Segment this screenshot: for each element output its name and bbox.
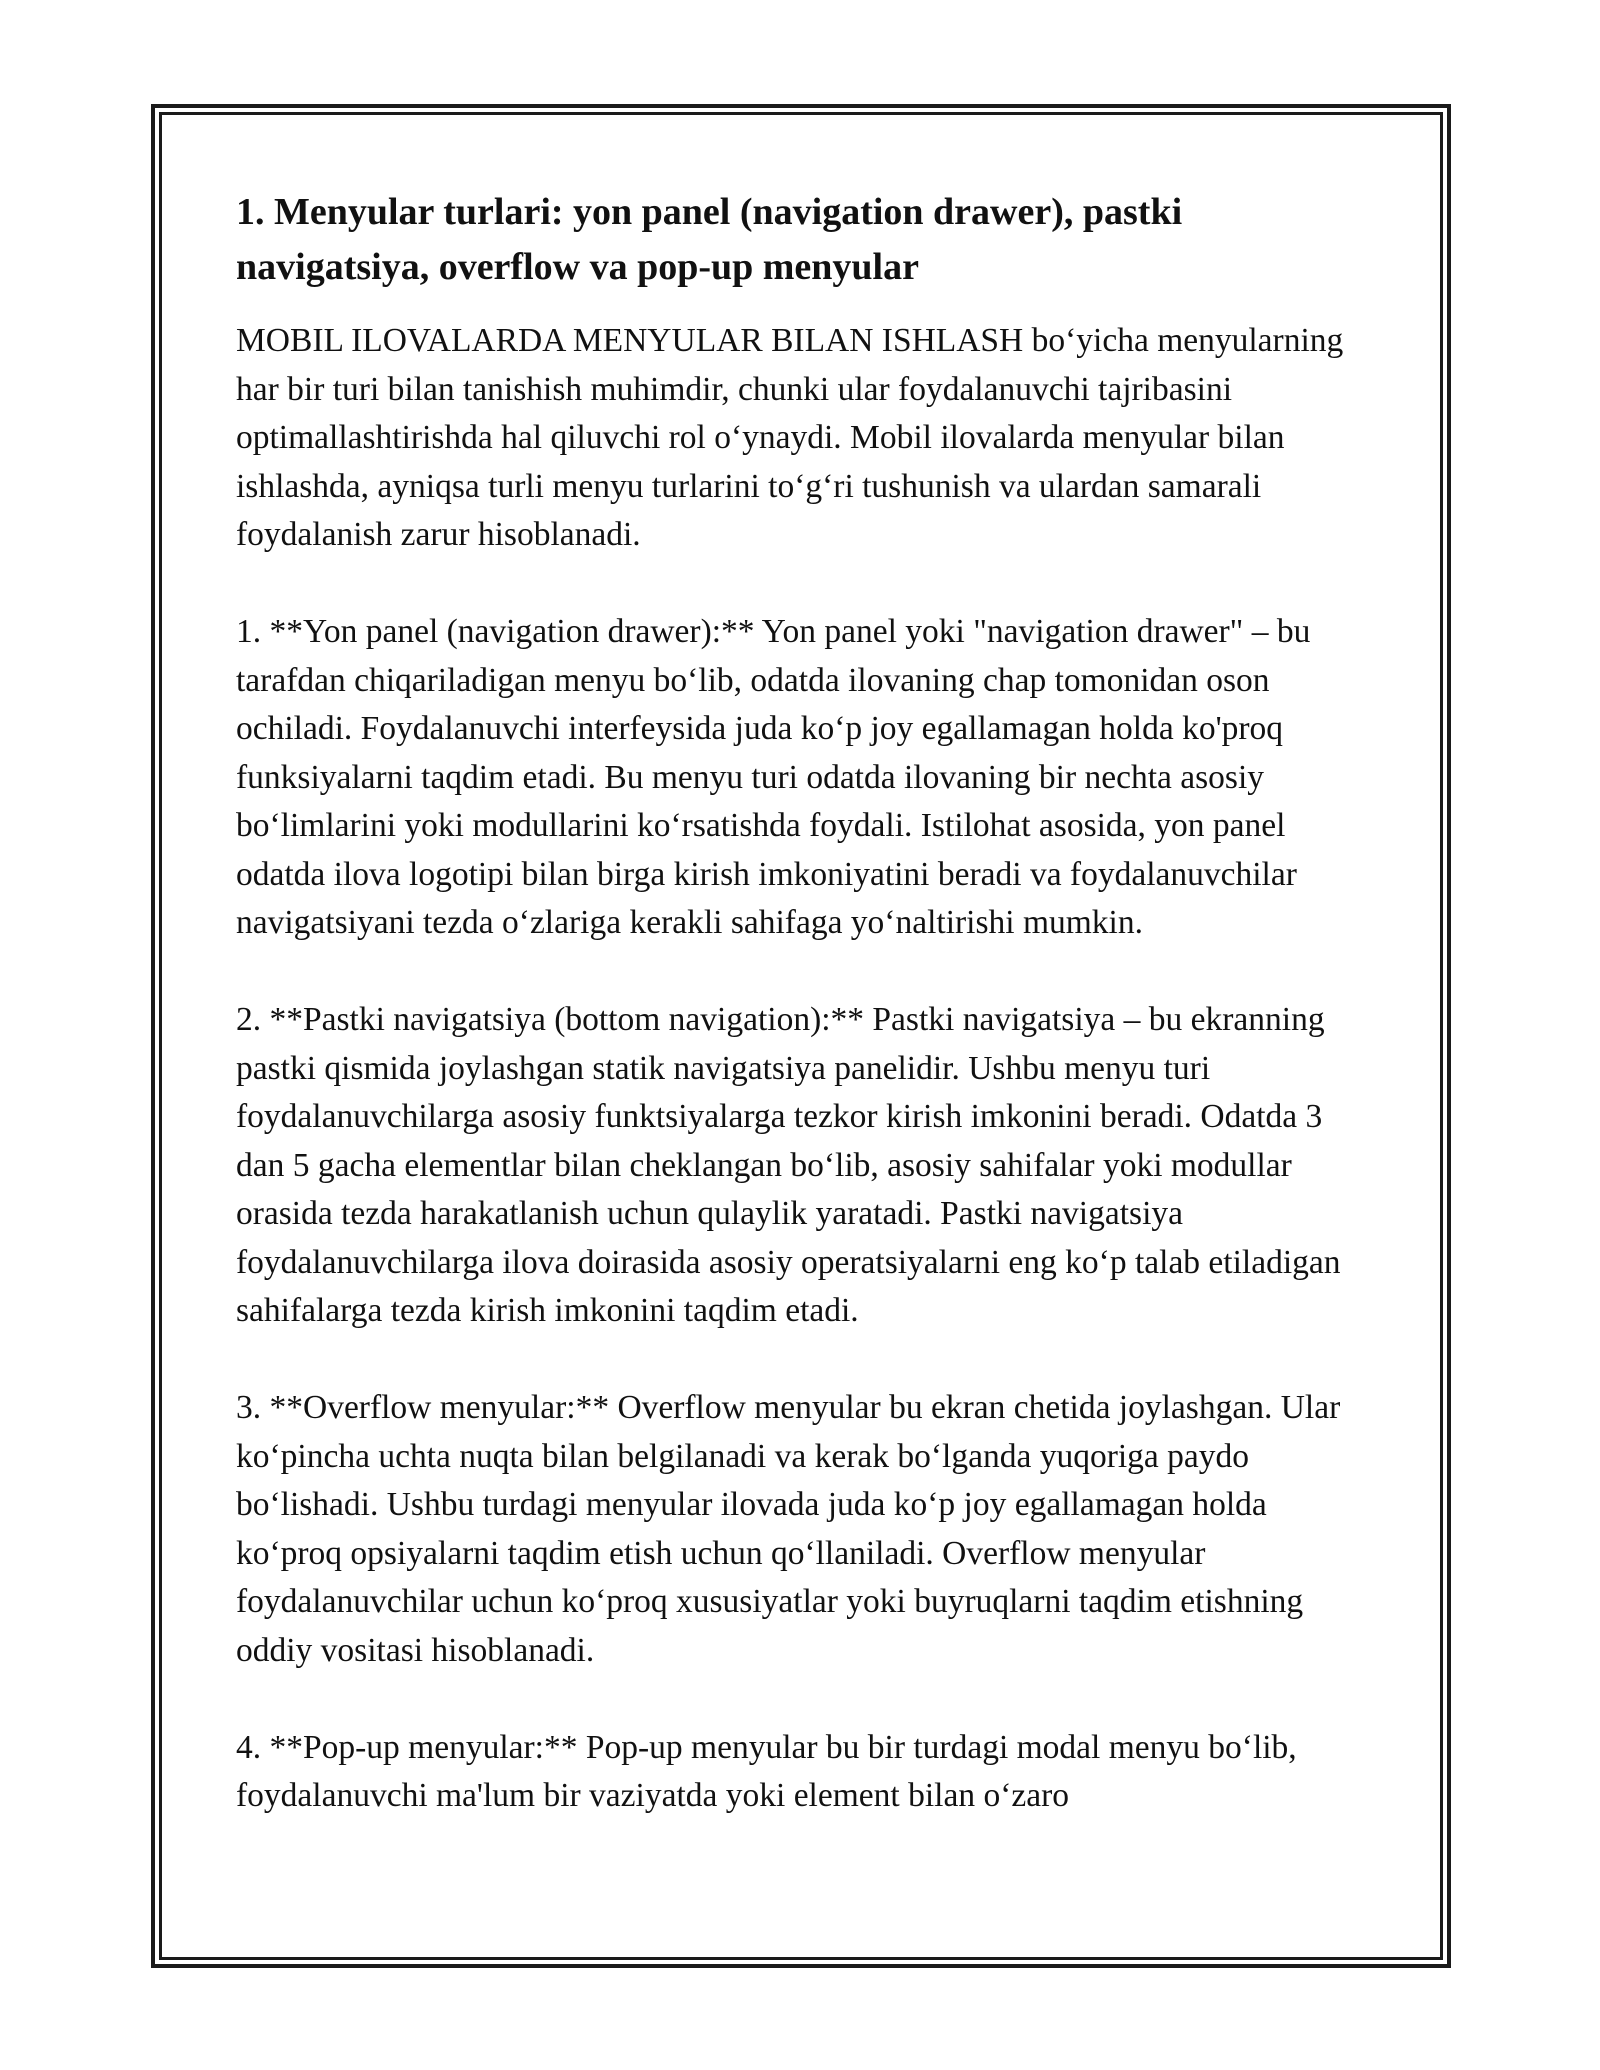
section-heading: 1. Menyular turlari: yon panel (navigation drawer), pastki navigatsiya, overflow va pop-up menyular (236, 191, 1183, 288)
document-body (236, 185, 1366, 1821)
paragraph-navigation-drawer: 1. **Yon panel (navigation drawer):** Yon panel yoki "navigation drawer" – bu tarafdan chiqariladigan menyu bo‘lib, odatda ilovaning chap tomonidan oson ochiladi. Foydalanuvchi interfeysida juda ko‘p joy egallamagan holda ko'proq funksiyalarni taqdim etadi. Bu menyu turi odatda ilovaning bir nechta asosiy bo‘limlarini yoki modullarini ko‘rsatishda foydali. Istilohat asosida, yon panel odatda ilova logotipi bilan birga kirish imkoniyatini beradi va foydalanuvchilar navigatsiyani tezda o‘zlariga kerakli sahifaga yo‘naltirishi mumkin. (236, 613, 1311, 941)
paragraph-popup-menus: 4. **Pop-up menyular:** Pop-up menyular bu bir turdagi modal menyu bo‘lib, foydalanuvchi ma'lum bir vaziyatda yoki element bilan o‘zaro (236, 1728, 1297, 1814)
paragraph-overflow-menus: 3. **Overflow menyular:** Overflow menyular bu ekran chetida joylashgan. Ular ko‘pincha uchta nuqta bilan belgilanadi va kerak bo‘lganda yuqoriga paydo bo‘lishadi. Ushbu turdagi menyular ilovada juda ko‘p joy egallamagan holda ko‘proq opsiyalarni taqdim etish uchun qo‘llaniladi. Overflow menyular foydalanuvchilar uchun ko‘proq xususiyatlar yoki buyruqlarni taqdim etishning oddiy vositasi hisoblanadi. (236, 1389, 1341, 1669)
intro-paragraph: MOBIL ILOVALARDA MENYULAR BILAN ISHLASH bo‘yicha menyularning har bir turi bilan tanishish muhimdir, chunki ular foydalanuvchi tajribasini optimallashtirishda hal qiluvchi rol o‘ynaydi. Mobil ilovalarda menyular bilan ishlashda, ayniqsa turli menyu turlarini to‘g‘ri tushunish va ulardan samarali foydalanish zarur hisoblanadi. (236, 322, 1344, 553)
paragraph-bottom-navigation: 2. **Pastki navigatsiya (bottom navigation):** Pastki navigatsiya – bu ekranning pastki qismida joylashgan statik navigatsiya panelidir. Ushbu menyu turi foydalanuvchilarga asosiy funktsiyalarga tezkor kirish imkonini beradi. Odatda 3 dan 5 gacha elementlar bilan cheklangan bo‘lib, asosiy sahifalar yoki modullar orasida tezda harakatlanish uchun qulaylik yaratadi. Pastki navigatsiya foydalanuvchilarga ilova doirasida asosiy operatsiyalarni eng ko‘p talab etiladigan sahifalarga tezda kirish imkonini taqdim etadi. (236, 1001, 1341, 1329)
